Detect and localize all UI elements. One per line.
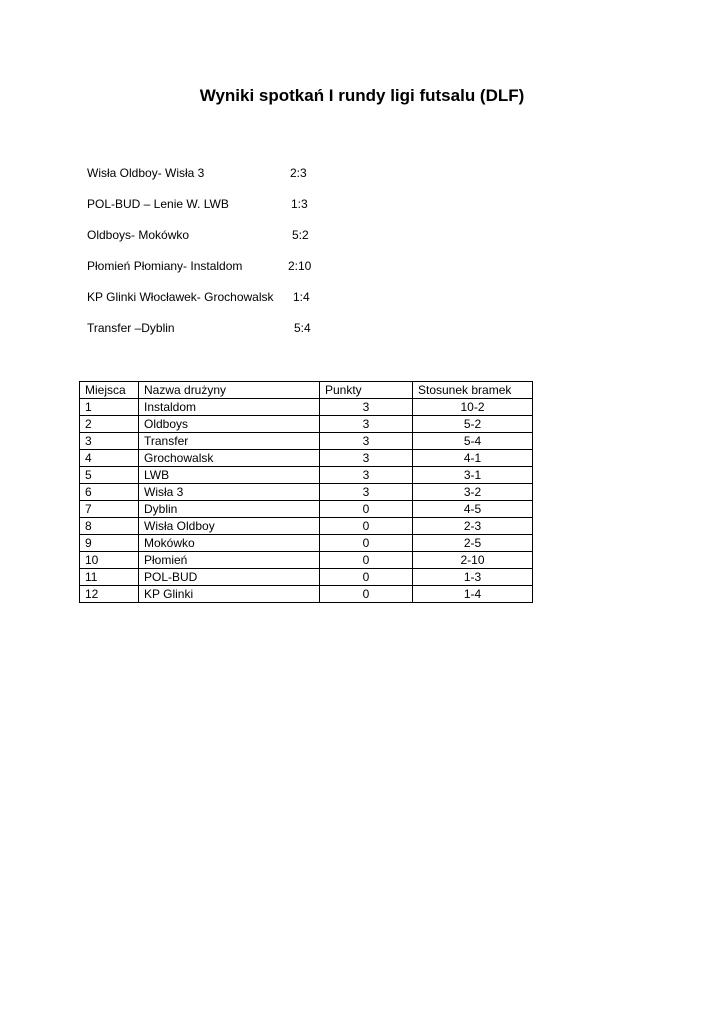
cell-goals: 5-2 bbox=[413, 416, 533, 433]
cell-points: 3 bbox=[320, 484, 413, 501]
cell-place: 12 bbox=[80, 586, 139, 603]
table-row bbox=[80, 569, 533, 586]
cell-team: Wisła 3 bbox=[139, 484, 320, 501]
cell-team: KP Glinki bbox=[139, 586, 320, 603]
cell-points: 0 bbox=[320, 535, 413, 552]
table-row bbox=[80, 484, 533, 501]
match-score: 2:10 bbox=[288, 259, 312, 273]
column-header-team: Nazwa drużyny bbox=[139, 382, 320, 399]
cell-goals: 2-3 bbox=[413, 518, 533, 535]
cell-goals: 5-4 bbox=[413, 433, 533, 450]
cell-goals: 4-1 bbox=[413, 450, 533, 467]
cell-place: 11 bbox=[80, 569, 139, 586]
cell-points: 3 bbox=[320, 467, 413, 484]
cell-place: 2 bbox=[80, 416, 139, 433]
table-row bbox=[80, 399, 533, 416]
cell-goals: 10-2 bbox=[413, 399, 533, 416]
cell-points: 3 bbox=[320, 399, 413, 416]
column-header-points: Punkty bbox=[320, 382, 413, 399]
column-header-goals: Stosunek bramek bbox=[413, 382, 533, 399]
cell-team: Mokówko bbox=[139, 535, 320, 552]
cell-points: 0 bbox=[320, 552, 413, 569]
match-score: 5:4 bbox=[294, 321, 311, 335]
table-header-row bbox=[80, 382, 533, 399]
match-result bbox=[87, 290, 387, 321]
match-teams: Oldboys- Mokówko bbox=[87, 228, 190, 242]
cell-team: Dyblin bbox=[139, 501, 320, 518]
match-score: 1:4 bbox=[293, 290, 310, 304]
cell-points: 0 bbox=[320, 518, 413, 535]
cell-team: Instaldom bbox=[139, 399, 320, 416]
cell-place: 7 bbox=[80, 501, 139, 518]
match-teams: POL-BUD – Lenie W. LWB bbox=[87, 197, 229, 211]
cell-goals: 4-5 bbox=[413, 501, 533, 518]
cell-place: 3 bbox=[80, 433, 139, 450]
cell-team: POL-BUD bbox=[139, 569, 320, 586]
match-teams: KP Glinki Włocławek- Grochowalsk bbox=[87, 290, 274, 304]
standings-table bbox=[79, 381, 533, 603]
page-title: Wyniki spotkań I rundy ligi futsalu (DLF) bbox=[199, 86, 525, 105]
column-header-place: Miejsca bbox=[80, 382, 139, 399]
table-row bbox=[80, 416, 533, 433]
cell-place: 9 bbox=[80, 535, 139, 552]
match-score: 1:3 bbox=[291, 197, 308, 211]
cell-place: 4 bbox=[80, 450, 139, 467]
cell-goals: 1-4 bbox=[413, 586, 533, 603]
table-row bbox=[80, 467, 533, 484]
match-result bbox=[87, 321, 387, 352]
match-teams: Transfer –Dyblin bbox=[87, 321, 175, 335]
table-row bbox=[80, 450, 533, 467]
match-teams: Wisła Oldboy- Wisła 3 bbox=[87, 166, 205, 180]
cell-team: Oldboys bbox=[139, 416, 320, 433]
cell-goals: 3-1 bbox=[413, 467, 533, 484]
match-result bbox=[87, 166, 387, 197]
cell-team: Transfer bbox=[139, 433, 320, 450]
cell-points: 3 bbox=[320, 433, 413, 450]
cell-points: 3 bbox=[320, 450, 413, 467]
table-row bbox=[80, 518, 533, 535]
match-score: 2:3 bbox=[290, 166, 307, 180]
cell-place: 10 bbox=[80, 552, 139, 569]
match-results-list bbox=[87, 166, 387, 352]
table-row bbox=[80, 535, 533, 552]
table-row bbox=[80, 501, 533, 518]
match-score: 5:2 bbox=[292, 228, 309, 242]
cell-goals: 2-5 bbox=[413, 535, 533, 552]
cell-goals: 2-10 bbox=[413, 552, 533, 569]
cell-points: 0 bbox=[320, 586, 413, 603]
match-result bbox=[87, 197, 387, 228]
table-row bbox=[80, 433, 533, 450]
table-row bbox=[80, 586, 533, 603]
cell-team: Płomień bbox=[139, 552, 320, 569]
cell-team: LWB bbox=[139, 467, 320, 484]
cell-goals: 3-2 bbox=[413, 484, 533, 501]
cell-place: 8 bbox=[80, 518, 139, 535]
cell-points: 0 bbox=[320, 569, 413, 586]
cell-goals: 1-3 bbox=[413, 569, 533, 586]
match-result bbox=[87, 228, 387, 259]
cell-place: 6 bbox=[80, 484, 139, 501]
cell-place: 1 bbox=[80, 399, 139, 416]
cell-team: Grochowalsk bbox=[139, 450, 320, 467]
cell-points: 0 bbox=[320, 501, 413, 518]
cell-team: Wisła Oldboy bbox=[139, 518, 320, 535]
match-result bbox=[87, 259, 387, 290]
cell-place: 5 bbox=[80, 467, 139, 484]
table-row bbox=[80, 552, 533, 569]
cell-points: 3 bbox=[320, 416, 413, 433]
match-teams: Płomień Płomiany- Instaldom bbox=[87, 259, 243, 273]
